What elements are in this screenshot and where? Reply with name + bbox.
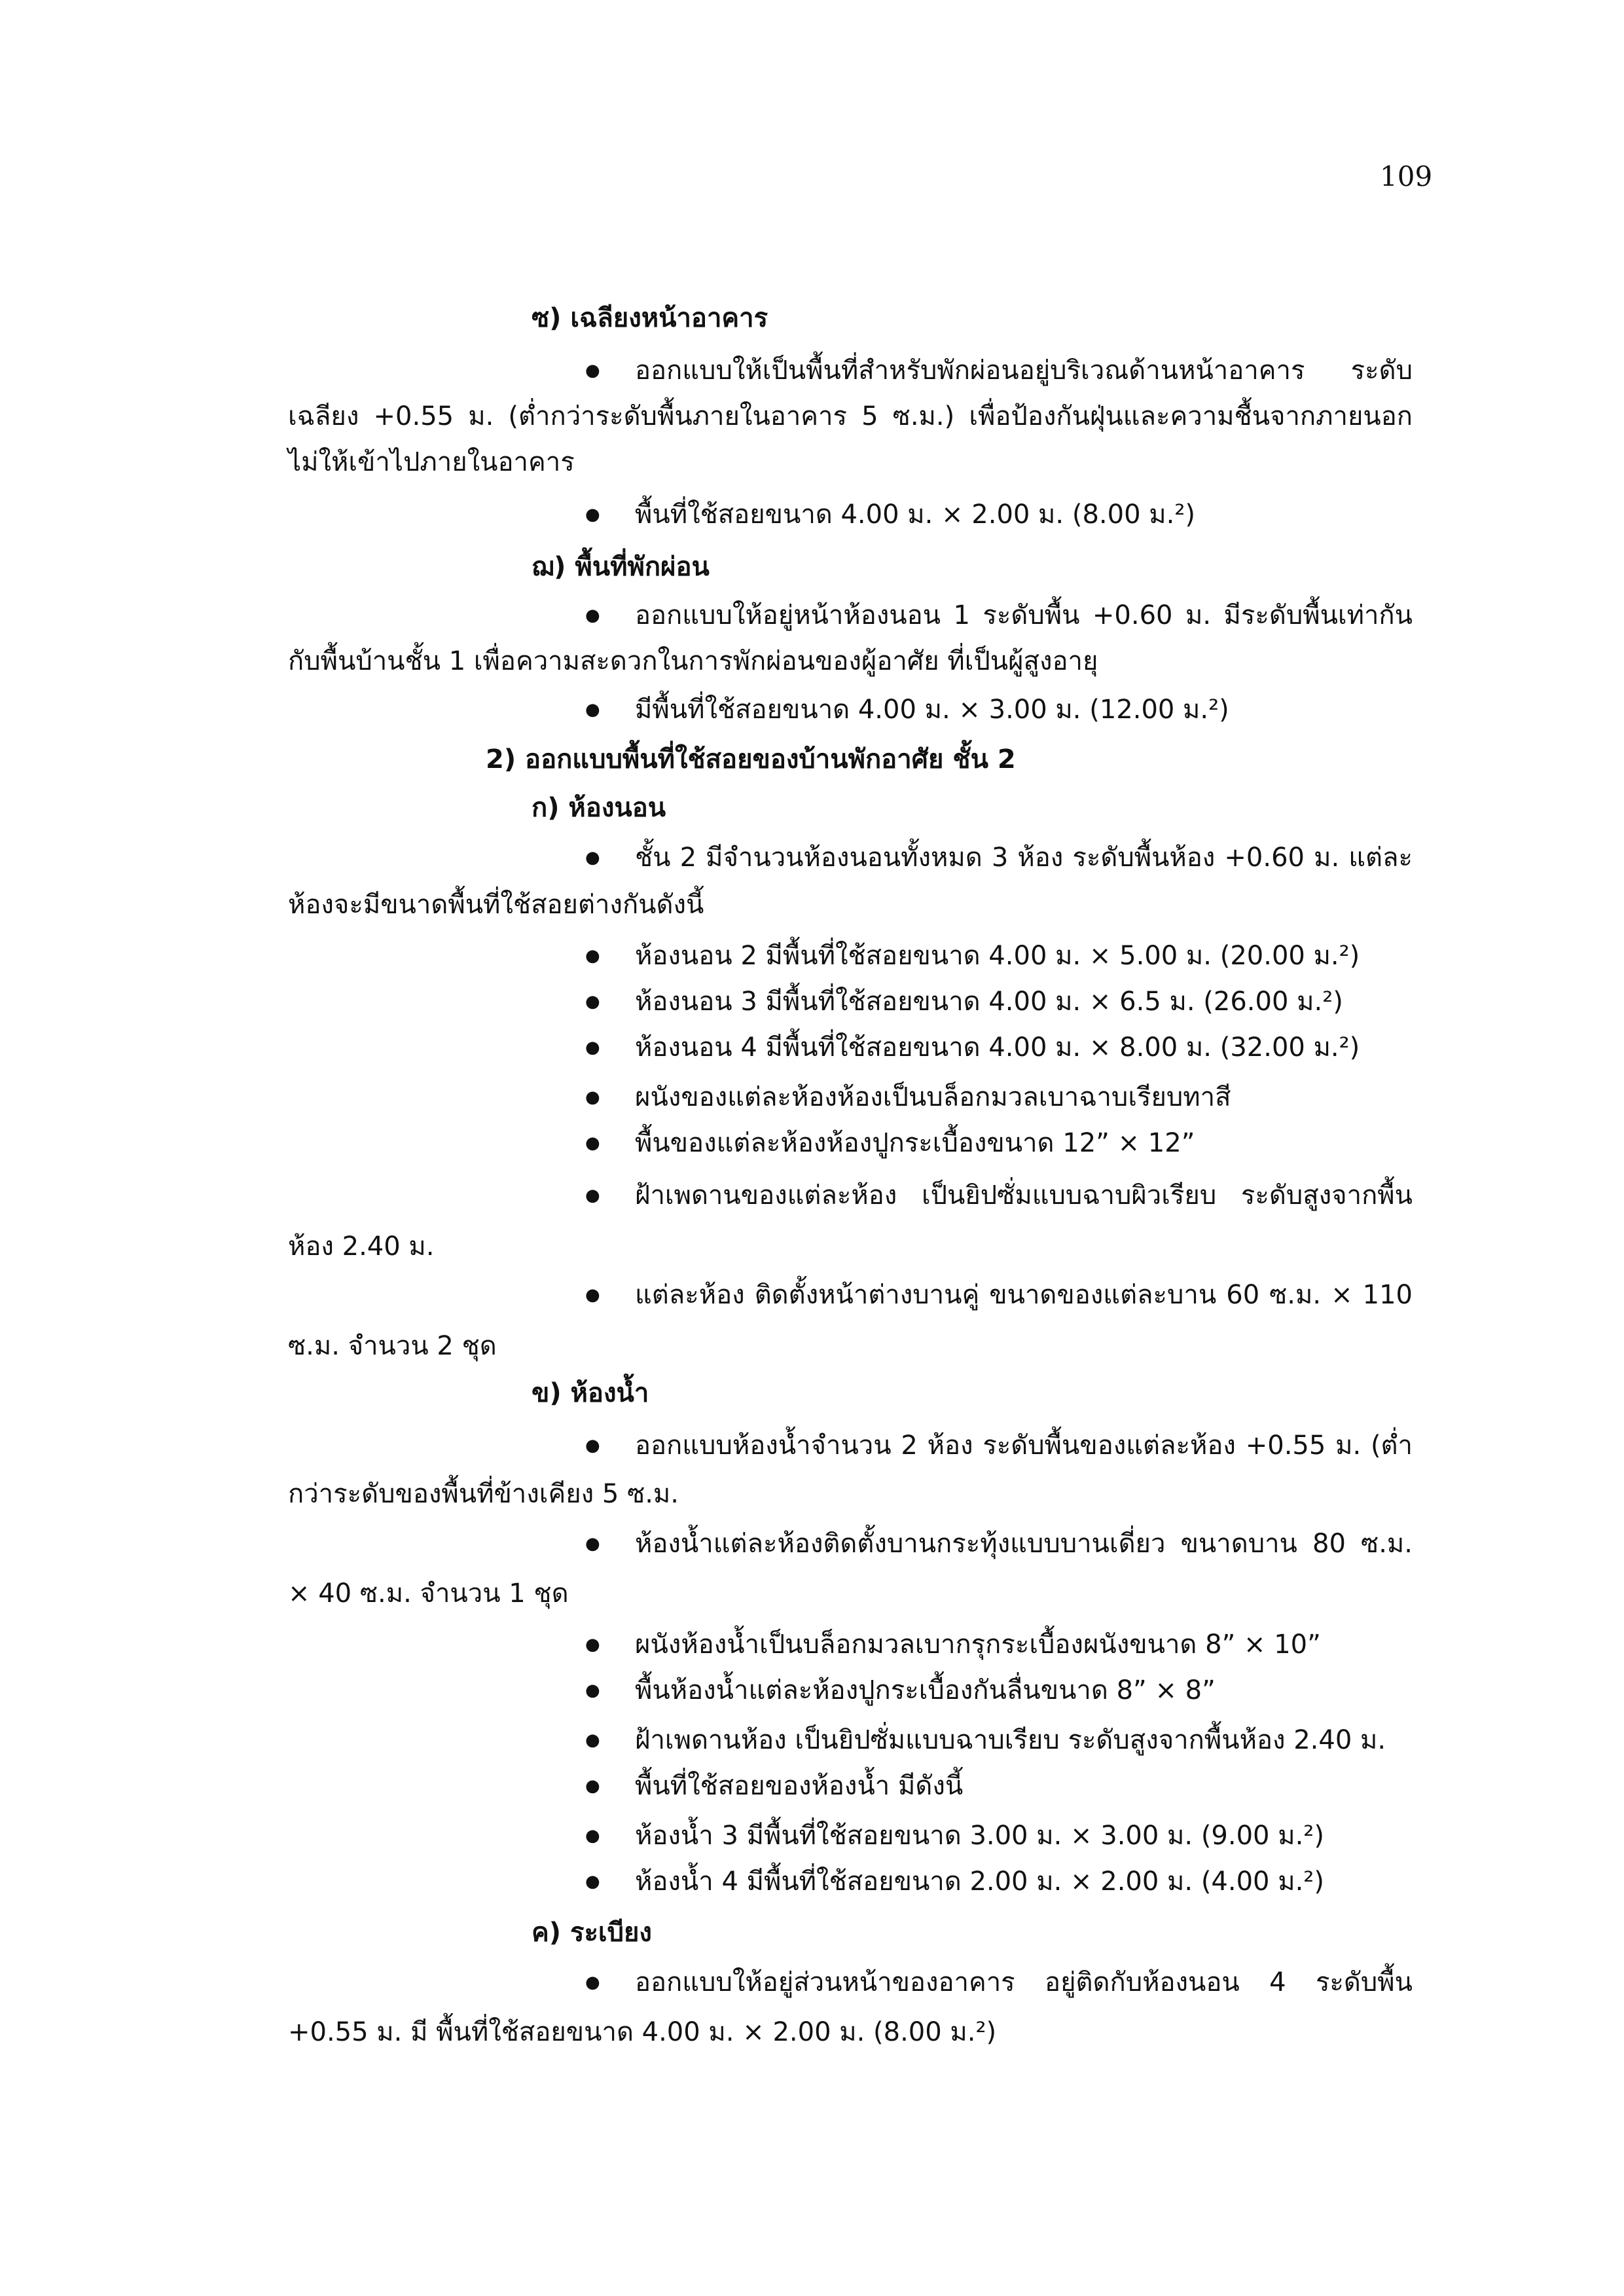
page-number: 109 [1380,160,1433,192]
list-item: ● แต่ละห้อง ติดตั้งหน้าต่างบานคู่ ขนาดของแต่ละบาน 60 ซ.ม. × 110 [635,1277,1413,1313]
paragraph-line: ไม่ให้เข้าไปภายในอาคาร [288,447,575,477]
list-item: ● พื้นที่ใช้สอยของห้องน้ำ มีดังนี้ [635,1768,963,1804]
list-item: ● ห้องน้ำ 4 มีพื้นที่ใช้สอยขนาด 2.00 ม. × 2.00 ม. (4.00 ม.²) [635,1863,1324,1900]
paragraph-line: กับพื้นบ้านชั้น 1 เพื่อความสะดวกในการพักผ่อนของผู้อาศัย ที่เป็นผู้สูงอายุ [288,646,1098,676]
heading-bathroom: ข) ห้องน้ำ [532,1378,649,1408]
list-item: ● ออกแบบให้อยู่ส่วนหน้าของอาคาร อยู่ติดกับห้องนอน 4 ระดับพื้น [635,1964,1413,2001]
list-item: ● ชั้น 2 มีจำนวนห้องนอนทั้งหมด 3 ห้อง ระดับพื้นห้อง +0.60 ม. แต่ละ [635,839,1413,876]
heading-balcony: ค) ระเบียง [532,1918,652,1948]
heading-bedroom: ก) ห้องนอน [532,793,666,823]
list-item: ● ผนังห้องน้ำเป็นบล็อกมวลเบากรุกระเบื้องผนังขนาด 8” × 10” [635,1626,1321,1663]
list-item: ● ออกแบบให้อยู่หน้าห้องนอน 1 ระดับพื้น +0.60 ม. มีระดับพื้นเท่ากัน [635,597,1413,634]
paragraph-line: เฉลียง +0.55 ม. (ต่ำกว่าระดับพื้นภายในอาคาร 5 ซ.ม.) เพื่อป้องกันฝุ่นและความชื้นจากภายนอก [288,401,1413,431]
paragraph-line: ห้อง 2.40 ม. [288,1231,435,1262]
list-item: ● ผนังของแต่ละห้องห้องเป็นบล็อกมวลเบาฉาบเรียบทาสี [635,1079,1231,1116]
paragraph-line: ห้องจะมีขนาดพื้นที่ใช้สอยต่างกันดังนี้ [288,890,704,920]
heading-front-porch: ซ) เฉลียงหน้าอาคาร [532,303,768,333]
list-item: ● ฝ้าเพดานห้อง เป็นยิปซั่มแบบฉาบเรียบ ระดับสูงจากพื้นห้อง 2.40 ม. [635,1722,1386,1758]
paragraph-line: ซ.ม. จำนวน 2 ชุด [288,1331,497,1361]
list-item: ● ห้องนอน 3 มีพื้นที่ใช้สอยขนาด 4.00 ม. × 6.5 ม. (26.00 ม.²) [635,983,1343,1020]
paragraph-line: +0.55 ม. มี พื้นที่ใช้สอยขนาด 4.00 ม. × 2.00 ม. (8.00 ม.²) [288,2017,997,2047]
list-item: ● มีพื้นที่ใช้สอยขนาด 4.00 ม. × 3.00 ม. (12.00 ม.²) [635,691,1229,728]
list-item: ● ห้องน้ำแต่ละห้องติดตั้งบานกระทุ้งแบบบานเดี่ยว ขนาดบาน 80 ซ.ม. [635,1525,1413,1562]
list-item: ● ห้องนอน 2 มีพื้นที่ใช้สอยขนาด 4.00 ม. × 5.00 ม. (20.00 ม.²) [635,938,1360,974]
list-item: ● พื้นห้องน้ำแต่ละห้องปูกระเบื้องกันลื่นขนาด 8” × 8” [635,1672,1216,1709]
paragraph-line: × 40 ซ.ม. จำนวน 1 ชุด [288,1578,569,1609]
paragraph-line: กว่าระดับของพื้นที่ข้างเคียง 5 ซ.ม. [288,1479,679,1509]
list-item: ● พื้นของแต่ละห้องห้องปูกระเบื้องขนาด 12” × 12” [635,1125,1195,1161]
list-item: ● ออกแบบห้องน้ำจำนวน 2 ห้อง ระดับพื้นของแต่ละห้อง +0.55 ม. (ต่ำ [635,1427,1413,1464]
heading-floor-2: 2) ออกแบบพื้นที่ใช้สอยของบ้านพักอาศัย ชั้น 2 [486,744,1016,774]
list-item: ● ฝ้าเพดานของแต่ละห้อง เป็นยิปซั่มแบบฉาบผิวเรียบ ระดับสูงจากพื้น [635,1177,1413,1214]
heading-rest-area: ฌ) พื้นที่พักผ่อน [532,552,710,582]
list-item: ● ห้องนอน 4 มีพื้นที่ใช้สอยขนาด 4.00 ม. × 8.00 ม. (32.00 ม.²) [635,1029,1360,1066]
list-item: ● ออกแบบให้เป็นพื้นที่สำหรับพักผ่อนอยู่บริเวณด้านหน้าอาคาร ระดับ [635,352,1413,389]
list-item: ● ห้องน้ำ 3 มีพื้นที่ใช้สอยขนาด 3.00 ม. × 3.00 ม. (9.00 ม.²) [635,1817,1324,1854]
list-item: ● พื้นที่ใช้สอยขนาด 4.00 ม. × 2.00 ม. (8.00 ม.²) [635,496,1195,533]
